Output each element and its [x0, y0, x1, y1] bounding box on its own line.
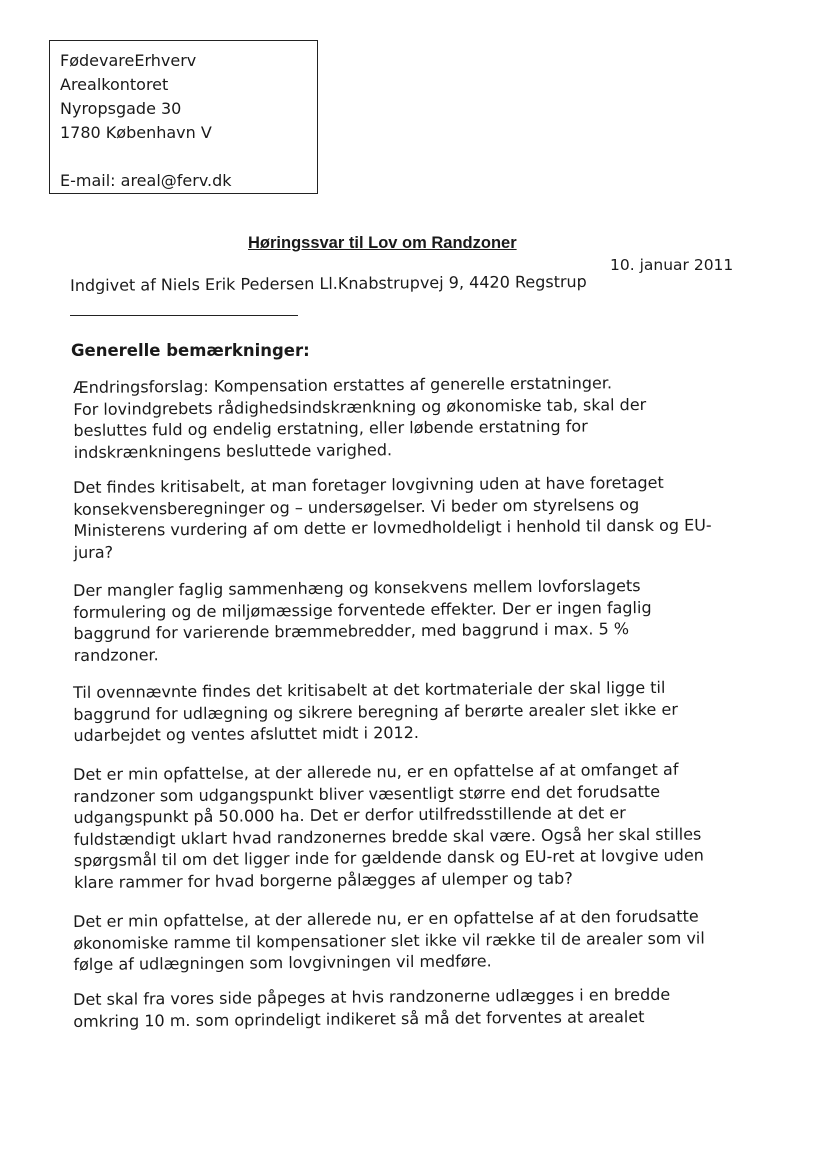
- paragraph-line: udgangspunkt på 50.000 ha. Det er derfor utilfredsstillende at det er: [73, 803, 626, 827]
- paragraph-line: Til ovennævnte findes det kritisabelt at det kortmateriale der skal ligge til: [73, 677, 666, 702]
- address-box: [49, 40, 318, 194]
- paragraph-line: For lovindgrebets rådighedsindskrænkning og økonomiske tab, skal der: [73, 394, 647, 419]
- paragraph-zone-width: [73, 983, 773, 1032]
- paragraph-line: baggrund for varierende bræmmebredder, med baggrund i max. 5 %: [73, 619, 630, 643]
- paragraph-line: randzoner som udgangspunkt bliver væsentligt større end det forudsatte: [73, 781, 661, 806]
- paragraph-economic-frame: [73, 905, 774, 976]
- paragraph-amendment-proposal: [73, 371, 774, 463]
- paragraph-line: klare rammer for hvad borgerne pålægges af ulemper og tab?: [73, 868, 573, 892]
- paragraph-legislation-criticism: [73, 471, 774, 563]
- paragraph-professional-coherence: [73, 574, 774, 666]
- paragraph-line: spørgsmål til om det ligger inde for gældende dansk og EU-ret at lovgive uden: [73, 845, 704, 870]
- paragraph-line: Ændringsforslag: Kompensation erstattes af generelle erstatninger.: [73, 373, 613, 397]
- paragraph-line: randzoner.: [73, 644, 159, 665]
- paragraph-line: Det findes kritisabelt, at man foretager lovgivning uden at have foretaget: [73, 472, 664, 497]
- section-heading: Generelle bemærkninger:: [71, 341, 310, 360]
- paragraph-zone-extent: [73, 758, 774, 893]
- paragraph-line: jura?: [73, 542, 114, 562]
- address-line: Arealkontoret: [60, 75, 169, 94]
- document-date: 10. januar 2011: [610, 256, 734, 274]
- paragraph-line: udarbejdet og ventes afsluttet midt i 2012.: [73, 722, 420, 745]
- paragraph-line: indskrænkningens besluttede varighed.: [73, 439, 393, 462]
- paragraph-line: Det er min opfattelse, at der allerede nu, er en opfattelse af at den forudsatte: [73, 906, 699, 931]
- paragraph-map-material: [73, 676, 774, 747]
- paragraph-line: Ministerens vurdering af om dette er lovmedholdeligt i henhold til dansk og EU-: [73, 515, 712, 540]
- paragraph-line: Der mangler faglig sammenhæng og konsekvens mellem lovforslagets: [73, 576, 641, 600]
- paragraph-line: baggrund for udlægning og sikrere beregning af berørte arealer slet ikke er: [73, 699, 678, 724]
- address-line: FødevareErhverv: [60, 51, 197, 70]
- signature-rule: [70, 315, 298, 316]
- paragraph-line: Det er min opfattelse, at der allerede nu, er en opfattelse af at omfanget af: [73, 759, 679, 784]
- paragraph-line: økonomiske ramme til kompensationer slet ikke vil række til de arealer som vil: [73, 927, 705, 953]
- paragraph-line: omkring 10 m. som oprindeligt indikeret så må det forventes at arealet: [73, 1006, 645, 1031]
- submitted-by-line: Indgivet af Niels Erik Pedersen Ll.Knabstrupvej 9, 4420 Regstrup: [70, 271, 587, 295]
- paragraph-line: konsekvensberegninger og – undersøgelser. Vi beder om styrelsens og: [73, 494, 640, 519]
- paragraph-line: følge af udlægningen som lovgivningen vil medføre.: [73, 951, 492, 974]
- address-line: Nyropsgade 30: [60, 99, 182, 118]
- address-line: 1780 København V: [60, 123, 212, 142]
- address-email: E-mail: areal@ferv.dk: [60, 171, 232, 190]
- paragraph-line: besluttes fuld og endelig erstatning, eller løbende erstatning for: [73, 416, 588, 440]
- paragraph-line: fuldstændigt uklart hvad randzonernes bredde skal være. Også her skal stilles: [73, 824, 702, 849]
- paragraph-line: Det skal fra vores side påpeges at hvis randzonerne udlægges i en bredde: [73, 984, 671, 1009]
- paragraph-line: formulering og de miljømæssige forventede effekter. Der er ingen faglig: [73, 597, 652, 622]
- document-title: Høringssvar til Lov om Randzoner: [248, 234, 517, 252]
